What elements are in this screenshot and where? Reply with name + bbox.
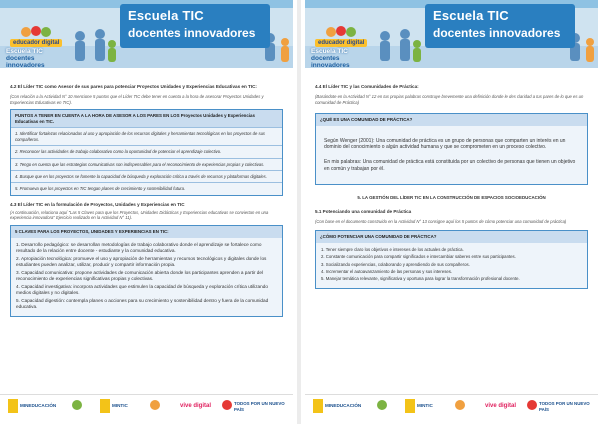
colombia-shield-icon — [313, 399, 323, 413]
sena-logo-icon — [72, 400, 82, 410]
list-item: 1. Tener siempre claro los objetivos e intereses de los actuales de práctica. — [321, 246, 464, 252]
box-heading: ¿QUÉ ES UNA COMUNIDAD DE PRÁCTICA? — [316, 114, 587, 126]
box-heading: ¿CÓMO POTENCIAR UNA COMUNIDAD DE PRÁCTICA? — [316, 231, 587, 243]
right-content — [315, 84, 588, 289]
box-heading: 5 CLAVES PARA LOS PROYECTOS, UNIDADES Y EXPERIENCIAS EN TIC: — [11, 226, 282, 238]
footer-logos — [305, 394, 598, 422]
definition-paragraph: Según Wenger (2001): Una comunidad de práctica es un grupo de personas que comparten un interés en un dominio del conocimiento o algún actividad humana y que se comprometen en un proceso colectivo. — [324, 137, 566, 151]
todos-por-un-nuevo-pais-logo: TODOS POR UN NUEVO PAÍS — [234, 401, 285, 412]
logo-badge-text: educador digital — [10, 39, 62, 47]
colombia-shield-icon — [100, 399, 110, 413]
list-item: 1. Identificar fortalezas relacionadas al uso y apropiación de los recursos digitales y herramientas tecnológicas en los proyectos de sus compañeros. — [11, 127, 282, 145]
box-heading: PUNTOS A TENER EN CUENTA A LA HORA DE ASESOR A LOS PARES EN LOS Proyectos Unidades y Experiencias Educativas en TIC. — [11, 110, 282, 127]
mintic-logo: MINTIC — [112, 403, 128, 408]
box-body — [316, 243, 587, 288]
partner-logo-icon — [150, 400, 160, 410]
section-heading-4-2: 4.2 El Líder TIC como Asesor de sus pares para potenciar Proyectos Unidades y Experiencias Educativas en TIC: — [10, 84, 257, 89]
left-content — [10, 84, 283, 317]
colombia-shield-icon — [405, 399, 415, 413]
vive-digital-logo: vive digital — [485, 403, 517, 409]
page-gutter — [297, 0, 301, 424]
instruction-note: (Basándote en la Actividad N° 12 en tus propias palabras construye brevemente una definición donde le des claridad a tus pares de lo que es un comunidad de Práctica) — [315, 94, 584, 105]
definition-box — [315, 113, 588, 184]
list-item: 3. Socializando experiencias, colaborando y aprendiendo de sus compañeros. — [321, 261, 470, 267]
box-body — [316, 126, 587, 184]
partner-logo-icon — [455, 400, 465, 410]
footer-logos — [0, 394, 293, 422]
potenciar-box — [315, 230, 588, 289]
banner-subtitle: docentes innovadores — [128, 26, 256, 40]
header-banner — [0, 0, 293, 68]
logo-text-2: docentes innovadores — [6, 55, 45, 68]
list-item: 4. Capacidad investigativa: incorpora actividades que estimulen la capacidad de búsqueda y exploración crítica utilizando medios digitales y no digitales. — [16, 283, 268, 295]
list-item: 4. Busque que en los proyectos se fomente la capacidad de búsqueda y exploración crítica a través de recursos y plataformas digitales. — [11, 170, 282, 182]
list-item: 1. Desarrollo pedagógico: se desarrollan metodologías de trabajo colaborativo donde el aprendizaje se fortalece como resultado de la relación entre docente - estudiante y la comunidad educativa. — [16, 241, 262, 253]
logo-text-1: Escuela TIC — [6, 48, 43, 55]
todos-flag-icon — [222, 400, 232, 410]
mintic-logo: MINTIC — [417, 403, 433, 408]
banner-title: Escuela TIC — [128, 8, 204, 23]
definition-paragraph: En mis palabras: Una comunidad de práctica está constituida por un colectivo de personas que tienen un objetivo en común y trabajan por él. — [324, 158, 576, 172]
right-page — [305, 0, 598, 424]
list-item: 3. Tengo en cuenta que las estrategias comunicativas son indispensables para el reconocimiento de experiencias propias y colectivas. — [11, 158, 282, 170]
list-item: 2. Apropiación tecnológica: promueve el uso y apropiación de herramientas y recursos tecnológicos y digitales donde los estudiantes pueden analizar, utilizar, producir y compartir información propia. — [16, 255, 267, 267]
list-item: 2. Constante comunicación para compartir significados e intercambiar saberes entre sus participantes. — [321, 254, 516, 260]
logo-badge-text: educador digital — [315, 39, 367, 47]
asesor-points-box — [10, 109, 283, 196]
escuela-tic-logo — [309, 24, 373, 68]
left-page — [0, 0, 293, 424]
logo-text-2: docentes innovadores — [311, 55, 350, 68]
list-item: 5. Manejar temática relevante, significativa y oportuna para lograr la transformación profesional docente. — [321, 276, 520, 282]
logo-text-1: Escuela TIC — [311, 48, 348, 55]
escuela-tic-logo — [4, 24, 68, 68]
colombia-shield-icon — [8, 399, 18, 413]
banner-subtitle: docentes innovadores — [433, 26, 561, 40]
instruction-note: (A continuación, relaciona aquí "Las 5 Claves para que los Proyectos, Unidades Didácticas y Experiencias educativas se conviertan en una experiencia innovadora" Ejercicio realizado en la Actividad N° 11). — [10, 209, 269, 221]
list-item: 5. Promueva que los proyectos en TIC tengan planes de crecimiento y sostenibilidad futura. — [11, 182, 282, 194]
sena-logo-icon — [377, 400, 387, 410]
box-body — [11, 238, 282, 316]
header-banner — [305, 0, 598, 68]
instruction-note: (Con relación a la Actividad N° 10 mencione 5 puntos que el Líder TIC debe tener en cuenta a la hora de asesorar Proyectos Unidades y Experiencias Educativas en TIC). — [10, 94, 264, 105]
list-item: 5. Capacidad digestión: contempla planes o acciones para su crecimiento y sostenibilidad dentro y fuera de la comunidad educativa. — [16, 297, 269, 309]
instruction-note: (Con base en el documento construido en la Actividad N° 13 consigne aquí los 5 puntos de cómo potenciar una comunidad de práctica) — [315, 218, 567, 224]
section-heading-5: 5. LA GESTIÓN DEL LÍDER TIC EN LA CONSTRUCCIÓN DE ESPACIOS SOCIOEDUCACIÓN — [357, 194, 546, 200]
vive-digital-logo: vive digital — [180, 403, 212, 409]
todos-flag-icon — [527, 400, 537, 410]
mineducacion-logo: MINEDUCACIÓN — [325, 403, 362, 408]
section-heading-4-4: 4.4 El Líder TIC y las Comunidades de Práctica: — [315, 84, 419, 89]
todos-por-un-nuevo-pais-logo: TODOS POR UN NUEVO PAÍS — [539, 401, 590, 412]
list-item: 3. Capacidad comunicativa: propone actividades de comunicación abierta donde los participantes aprenden a partir del reconocimiento de experiencias significativas propias y colectivas. — [16, 269, 264, 281]
list-item: 4. Incrementar el autoavanzamiento de las personas y sus intereses. — [321, 268, 453, 274]
section-heading-4-3: 4.3 El Líder TIC en la formulación de Proyectos, Unidades y Experiencias en TIC — [10, 201, 185, 207]
list-item: 2. Reconocer las actividades de trabajo colaborativo como la oportunidad de potenciar el aprendizaje colectivo. — [11, 145, 282, 157]
mineducacion-logo: MINEDUCACIÓN — [20, 403, 57, 408]
claves-box — [10, 225, 283, 317]
section-heading-5-1: 5.1 Potenciando una comunidad de Práctica — [315, 208, 412, 214]
banner-title: Escuela TIC — [433, 8, 509, 23]
